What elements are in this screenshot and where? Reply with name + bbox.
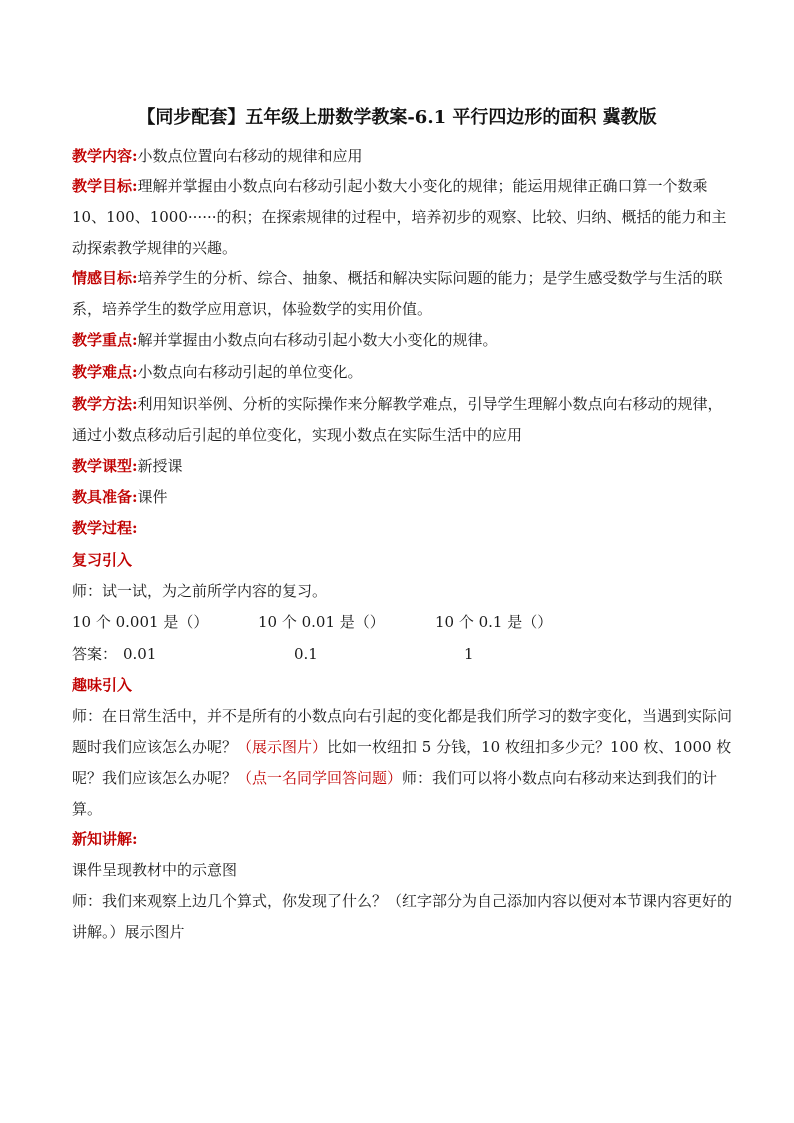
process-heading: 教学过程:	[72, 519, 138, 537]
key-point	[72, 325, 732, 356]
new-line-1: 课件呈现教材中的示意图	[72, 861, 238, 879]
teaching-goal-label: 教学目标:	[72, 177, 138, 195]
fun-text-3: 师：我们可以将小数点向右移动来达到我们的计算。	[72, 769, 718, 818]
review-intro: 师：试一试，为之前所学内容的复习。	[72, 582, 328, 600]
difficulty-label: 教学难点:	[72, 363, 138, 381]
lesson-type	[72, 451, 732, 482]
review-answer-2: 0.1	[294, 645, 318, 663]
teaching-content	[72, 141, 732, 172]
teaching-method	[72, 389, 732, 451]
fun-heading: 趣味引入	[72, 676, 133, 694]
emotion-goal	[72, 263, 732, 325]
teaching-tools	[72, 482, 732, 513]
fun-paragraph	[72, 701, 732, 825]
teaching-method-label: 教学方法:	[72, 395, 138, 413]
emotion-goal-text: 培养学生的分析、综合、抽象、概括和解决实际问题的能力；是学生感受数学与生活的联系，培养学生的数学应用意识，体验数学的实用价值。	[72, 269, 723, 318]
review-questions	[72, 607, 732, 638]
answer-label: 答案：	[72, 645, 118, 663]
difficulty-text: 小数点向右移动引起的单位变化。	[137, 363, 363, 381]
fun-text-1: 师：在日常生活中，并不是所有的小数点向右引起的变化都是我们所学习的数字变化，当遇到实际问题时我们应该怎么办呢？	[72, 707, 733, 756]
new-knowledge-heading: 新知讲解:	[72, 830, 138, 848]
teaching-content-text: 小数点位置向右移动的规律和应用	[137, 147, 363, 165]
document-title: 【同步配套】五年级上册数学教案-6.1 平行四边形的面积 冀教版	[137, 107, 657, 128]
teaching-method-text: 利用知识举例、分析的实际操作来分解教学难点，引导学生理解小数点向右移动的规律，通过小数点移动后引起的单位变化，实现小数点在实际生活中的应用	[72, 395, 723, 444]
lesson-type-label: 教学课型:	[72, 457, 138, 475]
teaching-goal	[72, 171, 732, 264]
difficulty	[72, 357, 732, 388]
fun-text-2: 比如一枚纽扣 5 分钱，10 枚纽扣多少元？100 枚、1000 枚呢？我们应该怎么办呢？	[72, 738, 732, 787]
teaching-goal-text: 理解并掌握由小数点向右移动引起小数大小变化的规律；能运用规律正确口算一个数乘 10、100、1000······的积；在探索规律的过程中，培养初步的观察、比较、归纳、概括的能力和主动探索教学规律的兴趣。	[72, 177, 727, 257]
fun-red-1: （展示图片）	[237, 738, 328, 756]
new-line-2: 师：我们来观察上边几个算式，你发现了什么？（红字部分为自己添加内容以便对本节课内容更好的讲解。）展示图片	[72, 892, 733, 941]
key-point-text: 解并掌握由小数点向右移动引起小数大小变化的规律。	[137, 331, 498, 349]
fun-red-2: （点一名同学回答问题）	[237, 769, 403, 787]
review-answers	[72, 639, 732, 670]
teaching-tools-text: 课件	[137, 488, 168, 506]
review-answer-1: 0.01	[123, 645, 157, 663]
review-answer-3: 1	[464, 645, 474, 663]
review-heading: 复习引入	[72, 551, 133, 569]
lesson-type-text: 新授课	[137, 457, 183, 475]
teaching-tools-label: 教具准备:	[72, 488, 138, 506]
emotion-goal-label: 情感目标:	[72, 269, 138, 287]
review-question-2: 10 个 0.01 是（）	[258, 613, 385, 631]
review-question-1: 10 个 0.001 是（）	[72, 613, 209, 631]
review-question-3: 10 个 0.1 是（）	[435, 613, 553, 631]
teaching-content-label: 教学内容:	[72, 147, 138, 165]
key-point-label: 教学重点:	[72, 331, 138, 349]
